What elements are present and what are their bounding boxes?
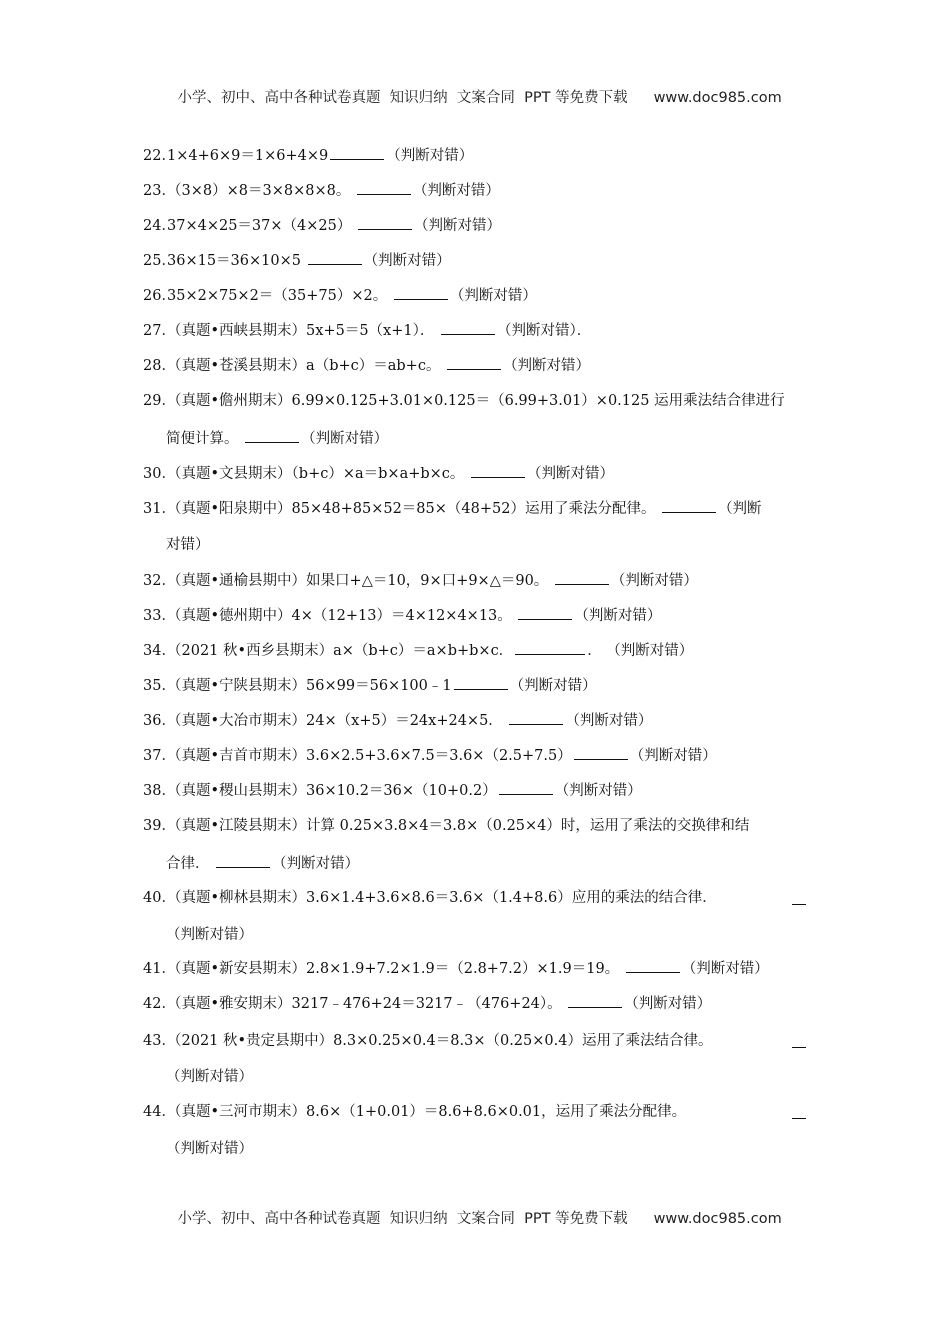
footer-text: 小学、初中、高中各种试卷真题 知识归纳 文案合同 PPT 等免费下载 xyxy=(177,1211,628,1227)
answer-blank[interactable] xyxy=(454,675,508,690)
answer-blank[interactable] xyxy=(792,890,806,905)
question-44: 44．（真题•三河市期末）8.6×（1+0.01）＝8.6+8.6×0.01，运用了乘法分配律。 xyxy=(143,1104,687,1120)
answer-blank[interactable] xyxy=(357,180,411,195)
question-36: 36．（真题•大冶市期末）24×（x+5）＝24x+24×5． （判断对错） xyxy=(143,710,652,731)
answer-blank[interactable] xyxy=(245,428,299,443)
answer-blank[interactable] xyxy=(662,498,716,513)
answer-blank[interactable] xyxy=(447,355,501,370)
answer-blank[interactable] xyxy=(394,285,448,300)
question-28: 28．（真题•苍溪县期末）a（b+c）＝ab+c。 （判断对错） xyxy=(143,355,590,376)
question-32: 32．（真题•通榆县期中）如果口+△＝10，9×口+9×△＝90。 （判断对错） xyxy=(143,570,698,591)
question-34: 34．（2021 秋•西乡县期末）a×（b+c）＝a×b+b×c． ． （判断对错） xyxy=(143,640,693,661)
question-33: 33．（真题•德州期中）4×（12+13）＝4×12×4×13。 （判断对错） xyxy=(143,605,661,626)
page-header xyxy=(0,70,950,107)
question-43: 43．（2021 秋•贵定县期中）8.3×0.25×0.4＝8.3×（0.25×0.4）运用了乘法结合律。 xyxy=(143,1033,713,1049)
answer-blank[interactable] xyxy=(792,1033,806,1048)
answer-blank[interactable] xyxy=(574,745,628,760)
answer-blank[interactable] xyxy=(518,605,572,620)
answer-blank[interactable] xyxy=(441,320,495,335)
question-31-cont: 对错） xyxy=(166,537,210,553)
header-text: 小学、初中、高中各种试卷真题 知识归纳 文案合同 PPT 等免费下载 xyxy=(177,90,628,106)
answer-blank[interactable] xyxy=(555,570,609,585)
question-23: 23．（3×8）×8＝3×8×8×8。 （判断对错） xyxy=(143,180,500,201)
question-29-cont: 简便计算。 （判断对错） xyxy=(166,428,388,449)
question-43-cont: （判断对错） xyxy=(166,1069,253,1085)
header-url[interactable]: www.doc985.com xyxy=(653,90,782,106)
question-35: 35．（真题•宁陕县期末）56×99＝56×100﹣1 （判断对错） xyxy=(143,675,597,696)
answer-blank[interactable] xyxy=(308,250,362,265)
answer-blank[interactable] xyxy=(626,958,680,973)
answer-blank[interactable] xyxy=(330,145,384,160)
question-41: 41．（真题•新安县期末）2.8×1.9+7.2×1.9＝（2.8+7.2）×1.9＝19。 （判断对错） xyxy=(143,958,769,979)
question-38: 38．（真题•稷山县期末）36×10.2＝36×（10+0.2） （判断对错） xyxy=(143,780,642,801)
question-22: 22．1×4+6×9＝1×6+4×9 （判断对错） xyxy=(143,145,473,166)
question-39: 39．（真题•江陵县期末）计算 0.25×3.8×4＝3.8×（0.25×4）时，运用了乘法的交换律和结 xyxy=(143,818,750,834)
footer-url[interactable]: www.doc985.com xyxy=(653,1211,782,1227)
question-44-cont: （判断对错） xyxy=(166,1141,253,1157)
answer-blank[interactable] xyxy=(471,463,525,478)
question-37: 37．（真题•吉首市期末）3.6×2.5+3.6×7.5＝3.6×（2.5+7.5） （判断对错） xyxy=(143,745,717,766)
question-27: 27．（真题•西峡县期末）5x+5＝5（x+1）． （判断对错）． xyxy=(143,320,591,341)
answer-blank[interactable] xyxy=(358,215,412,230)
question-24: 24．37×4×25＝37×（4×25） （判断对错） xyxy=(143,215,501,236)
answer-blank[interactable] xyxy=(509,710,563,725)
question-26: 26．35×2×75×2＝（35+75）×2。 （判断对错） xyxy=(143,285,537,306)
question-25: 25．36×15＝36×10×5 （判断对错） xyxy=(143,250,451,271)
question-42: 42．（真题•雅安期末）3217﹣476+24＝3217﹣（476+24）。 （判断对错） xyxy=(143,993,711,1014)
answer-blank[interactable] xyxy=(792,1104,806,1119)
answer-blank[interactable] xyxy=(499,780,553,795)
question-30: 30．（真题•文县期末）（b+c）×a＝b×a+b×c。 （判断对错） xyxy=(143,463,614,484)
answer-blank[interactable] xyxy=(216,853,270,868)
question-31: 31．（真题•阳泉期中）85×48+85×52＝85×（48+52）运用了乘法分配律。 （判断 xyxy=(143,498,762,519)
question-29: 29．（真题•儋州期末）6.99×0.125+3.01×0.125＝（6.99+3.01）×0.125 运用乘法结合律进行 xyxy=(143,393,785,409)
answer-blank[interactable] xyxy=(568,993,622,1008)
question-40: 40．（真题•柳林县期末）3.6×1.4+3.6×8.6＝3.6×（1.4+8.6）应用的乘法的结合律． xyxy=(143,890,717,906)
question-40-cont: （判断对错） xyxy=(166,927,253,943)
question-39-cont: 合律． （判断对错） xyxy=(166,853,359,874)
answer-blank[interactable] xyxy=(515,640,585,655)
page-footer xyxy=(0,1191,950,1228)
